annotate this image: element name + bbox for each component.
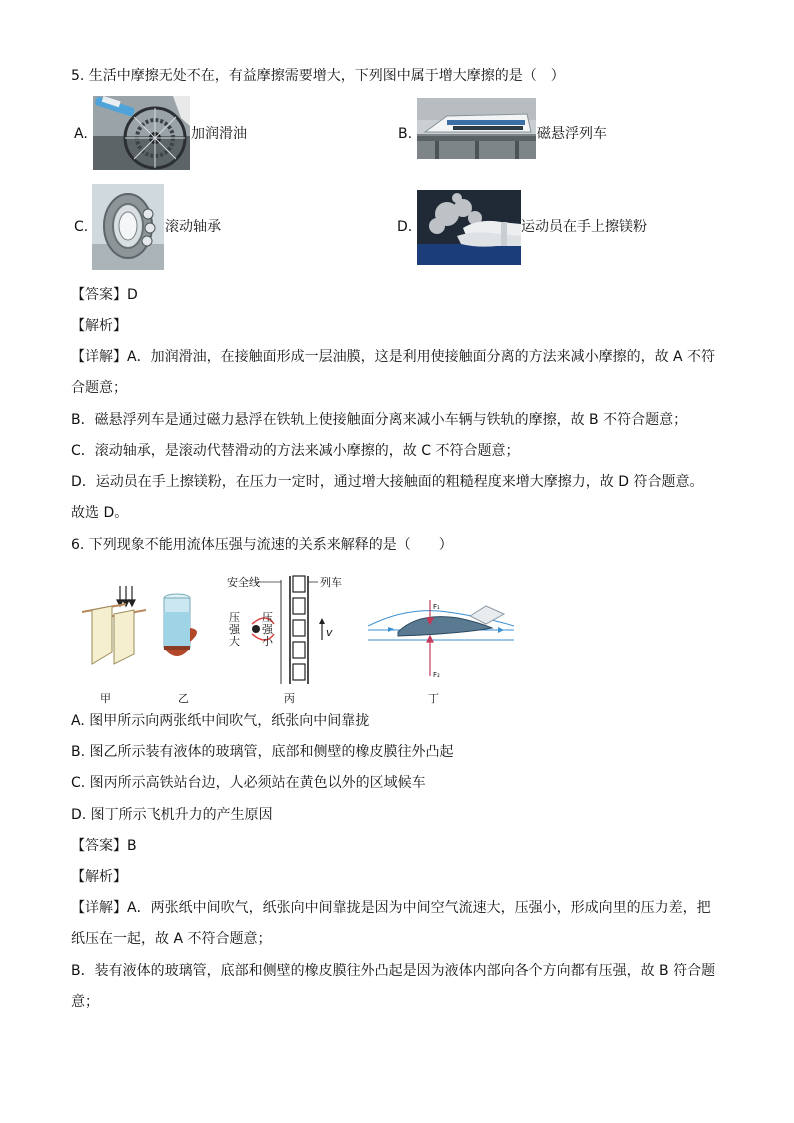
figure-ding-airfoil: [368, 596, 514, 680]
q6-detail-2a: B．装有液体的玻璃管，底部和侧壁的橡皮膜往外凸起是因为液体内部向各个方向都有压强，故 B 符合题: [71, 963, 716, 979]
q6-detail-2b: 意；: [71, 994, 99, 1010]
q5-detail-2: B．磁悬浮列车是通过磁力悬浮在铁轨上使接触面分离来减小车辆与铁轨的摩擦，故 B 不符合题意；: [71, 412, 688, 428]
figure-bing-velocity: v: [326, 626, 333, 639]
figure-yi-glass-tube: [160, 592, 210, 664]
q6-option-b: B. 图乙所示装有液体的玻璃管，底部和侧壁的橡皮膜往外凸起: [71, 744, 454, 760]
q6-stem: 6. 下列现象不能用流体压强与流速的关系来解释的是（ ）: [71, 537, 453, 553]
q5-detail-1b: 合题意；: [71, 380, 127, 396]
q6-option-d: D. 图丁所示飞机升力的产生原因: [71, 807, 273, 823]
figure-bing-safety-line: 安全线: [227, 576, 260, 589]
chalk-hands-photo: [417, 190, 521, 265]
q5-stem: 5. 生活中摩擦无处不在，有益摩擦需要增大，下列图中属于增大摩擦的是（ ）: [71, 68, 565, 84]
figure-bing-pressure-big: 压强大: [229, 611, 240, 648]
q6-option-a: A. 图甲所示向两张纸中间吹气，纸张向中间靠拢: [71, 713, 370, 729]
q6-detail-1a: 【详解】A．两张纸中间吹气，纸张向中间靠拢是因为中间空气流速大，压强小，形成向里的压力差，把: [71, 900, 711, 916]
figure-bing-label: 丙: [284, 692, 295, 705]
q5-answer: 【答案】D: [71, 287, 138, 303]
maglev-train-photo: [417, 98, 536, 159]
bicycle-oiling-photo: [93, 96, 190, 170]
q5-option-c-caption: 滚动轴承: [165, 219, 221, 235]
figure-yi-label: 乙: [178, 692, 189, 705]
q5-detail-1a: 【详解】A．加润滑油，在接触面形成一层油膜，这是利用使接触面分离的方法来减小摩擦的，故 A 不符: [71, 349, 716, 365]
q6-detail-1b: 纸压在一起，故 A 不符合题意；: [71, 931, 272, 947]
q5-option-a-caption: 加润滑油: [191, 126, 247, 142]
figure-jia-paper-sheets: [80, 582, 150, 666]
q6-option-c: C. 图丙所示高铁站台边，人必须站在黄色以外的区域候车: [71, 775, 426, 791]
q5-option-b-letter: B.: [398, 126, 413, 142]
figure-jia-label: 甲: [100, 692, 111, 705]
q5-detail-4: D．运动员在手上擦镁粉，在压力一定时，通过增大接触面的粗糙程度来增大摩擦力，故 D 符合题意。: [71, 474, 704, 490]
figure-bing-pressure-small: 压强小: [262, 611, 273, 648]
q5-conclusion: 故选 D。: [71, 505, 129, 521]
figure-ding-label: 丁: [428, 692, 439, 705]
q6-analysis-title: 【解析】: [71, 869, 127, 885]
figure-bing-train: 列车: [320, 576, 342, 589]
q5-option-d-letter: D.: [397, 219, 413, 235]
q5-option-d-caption: 运动员在手上擦镁粉: [521, 219, 647, 235]
q5-option-b-caption: 磁悬浮列车: [537, 126, 607, 142]
q5-analysis-title: 【解析】: [71, 318, 127, 334]
q5-option-c-letter: C.: [74, 219, 89, 235]
figure-ding-f1: F₁: [433, 603, 440, 611]
q5-option-a-letter: A.: [74, 126, 88, 142]
ball-bearing-photo: [92, 184, 164, 270]
q5-detail-3: C．滚动轴承，是滚动代替滑动的方法来减小摩擦的，故 C 不符合题意；: [71, 443, 520, 459]
figure-ding-f2: F₂: [433, 671, 440, 679]
q6-answer: 【答案】B: [71, 838, 137, 854]
